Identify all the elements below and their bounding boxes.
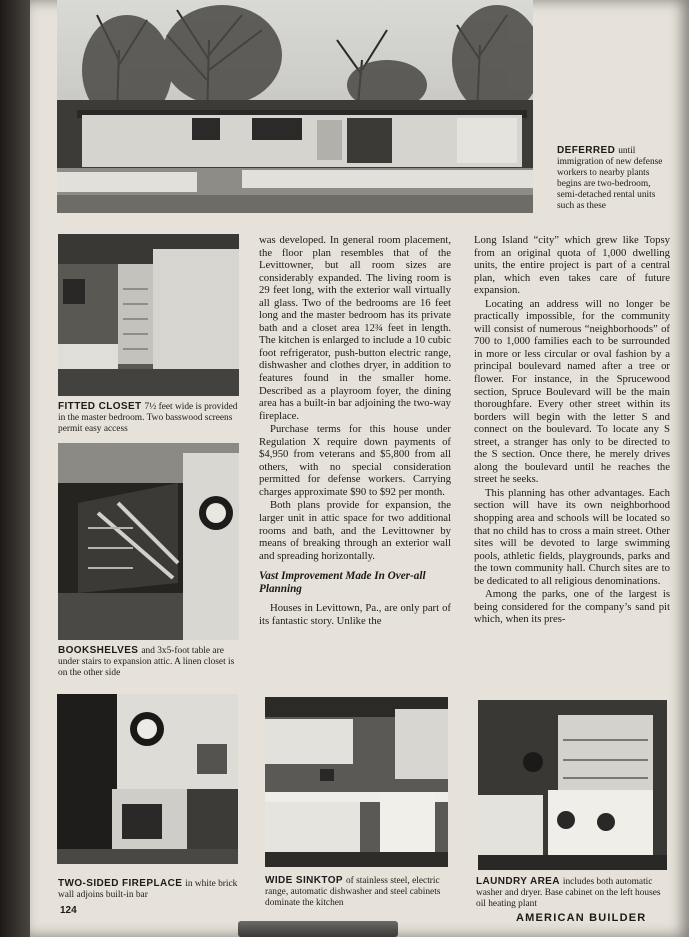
article-paragraph: This planning has other advantages. Each section will have its own neighborhood shopping area and schools will be located so that no child has to cross a main street. Other sites will be devoted to large swimming pools, athletic fields, playgrounds, parks and the town community hall. Church sites are to be dedicated to all religious denominations. [474, 486, 670, 587]
binder-clip [238, 921, 398, 937]
article-paragraph: Both plans provide for expansion, the larger unit in attic space for two additional rooms and bath, and the Levittowner by means of breaking through an exterior wall and spreading horizontally. [259, 499, 451, 562]
article-subhead: Vast Improvement Made In Over-all Planning [259, 570, 426, 596]
caption-fireplace-text: in white brick wall adjoins built-in bar [58, 879, 238, 900]
caption-two-sided-fireplace [58, 878, 243, 901]
photo-two-sided-fireplace [57, 694, 238, 864]
article-paragraph: Long Island “city” which grew like Topsy from an original quota of 1,000 dwelling units, the entire project is part of a central plan, which even takes care of future expansion. [474, 234, 670, 297]
caption-laundry-text: includes both automatic washer and dryer. Base cabinet on the left houses oil heating plant [476, 877, 661, 909]
caption-exterior [557, 145, 667, 212]
caption-bookshelves-title: BOOKSHELVES [58, 645, 139, 656]
article-paragraph: Locating an address will no longer be practically impossible, for the community will consist of numerous “neighborhoods” of 700 to 1,000 families each to be surrounded in more or less circular or oval fashion by a principal boulevard named after a tree or flower. For instance, in the Sprucewood section, Spruce Boulevard will be the main thoroughfare. Every other street within its borders will begin with the letter S and connect on the boulevard. To locate any S street, a stranger has only to be directed to the S section. Once there, he merely drives along the boulevard until he reaches the street he seeks. [474, 297, 670, 486]
caption-sinktop-title: WIDE SINKTOP [265, 875, 343, 886]
photo-bookshelves [58, 443, 239, 640]
caption-wide-sinktop [265, 875, 455, 909]
caption-laundry-title: LAUNDRY AREA [476, 876, 560, 887]
caption-fireplace-title: TWO-SIDED FIREPLACE [58, 878, 183, 889]
caption-fitted-closet [58, 401, 243, 435]
caption-exterior-text: until immigration of new defense workers to nearby plants begins are two-bedroom, semi-detached rental units such as these [557, 146, 663, 211]
photo-exterior [57, 0, 533, 213]
article-column-1 [259, 234, 451, 628]
caption-sinktop-text: of stainless steel, electric range, automatic dishwasher and steel cabinets dominate the kitchen [265, 876, 441, 908]
page-number: 124 [60, 905, 77, 916]
photo-fitted-closet [58, 234, 239, 396]
article-paragraph: Purchase terms for this house under Regulation X require down payments of $4,950 from veterans and $5,800 from all others, with no special consideration permitted for defense workers. Carrying charges approximate $90 to $92 per month. [259, 423, 451, 498]
article-paragraph: Houses in Levittown, Pa., are only part of its fantastic story. Unlike the [259, 602, 451, 627]
caption-laundry-area [476, 876, 668, 910]
article-paragraph: was developed. In general room placement, the floor plan resembles that of the Levittowner, but all room sizes are considerably expanded. The living room is 29 feet long, with the exterior wall virtually all glass. Two of the bedrooms are 16 feet long and the master bedroom has its private bath and a closet area 12¾ feet in length. The kitchen is enlarged to include a 10 cubic foot refrigerator, push-button electric range, dishwasher and clothes dryer, in addition to features found in the smaller home. Described as a playroom foyer, the dining area has a built-in bar adjoining the two-way fireplace. [259, 234, 451, 422]
caption-bookshelves-text: and 3x5-foot table are under stairs to expansion attic. A linen closet is on the other side [58, 646, 235, 678]
binding-shadow [0, 0, 30, 937]
caption-fitted-closet-title: FITTED CLOSET [58, 401, 142, 412]
caption-bookshelves [58, 645, 243, 679]
magazine-name: AMERICAN BUILDER [516, 912, 647, 924]
caption-fitted-closet-text: 7½ feet wide is provided in the master bedroom. Two basswood screens permit easy access [58, 402, 238, 434]
caption-exterior-title: DEFERRED [557, 145, 616, 156]
article-paragraph: Among the parks, one of the largest is being considered for the company’s sand pit which, when its pres- [474, 588, 670, 626]
photo-laundry-area [478, 700, 667, 870]
article-column-2 [474, 234, 670, 627]
photo-wide-sinktop [265, 697, 448, 867]
